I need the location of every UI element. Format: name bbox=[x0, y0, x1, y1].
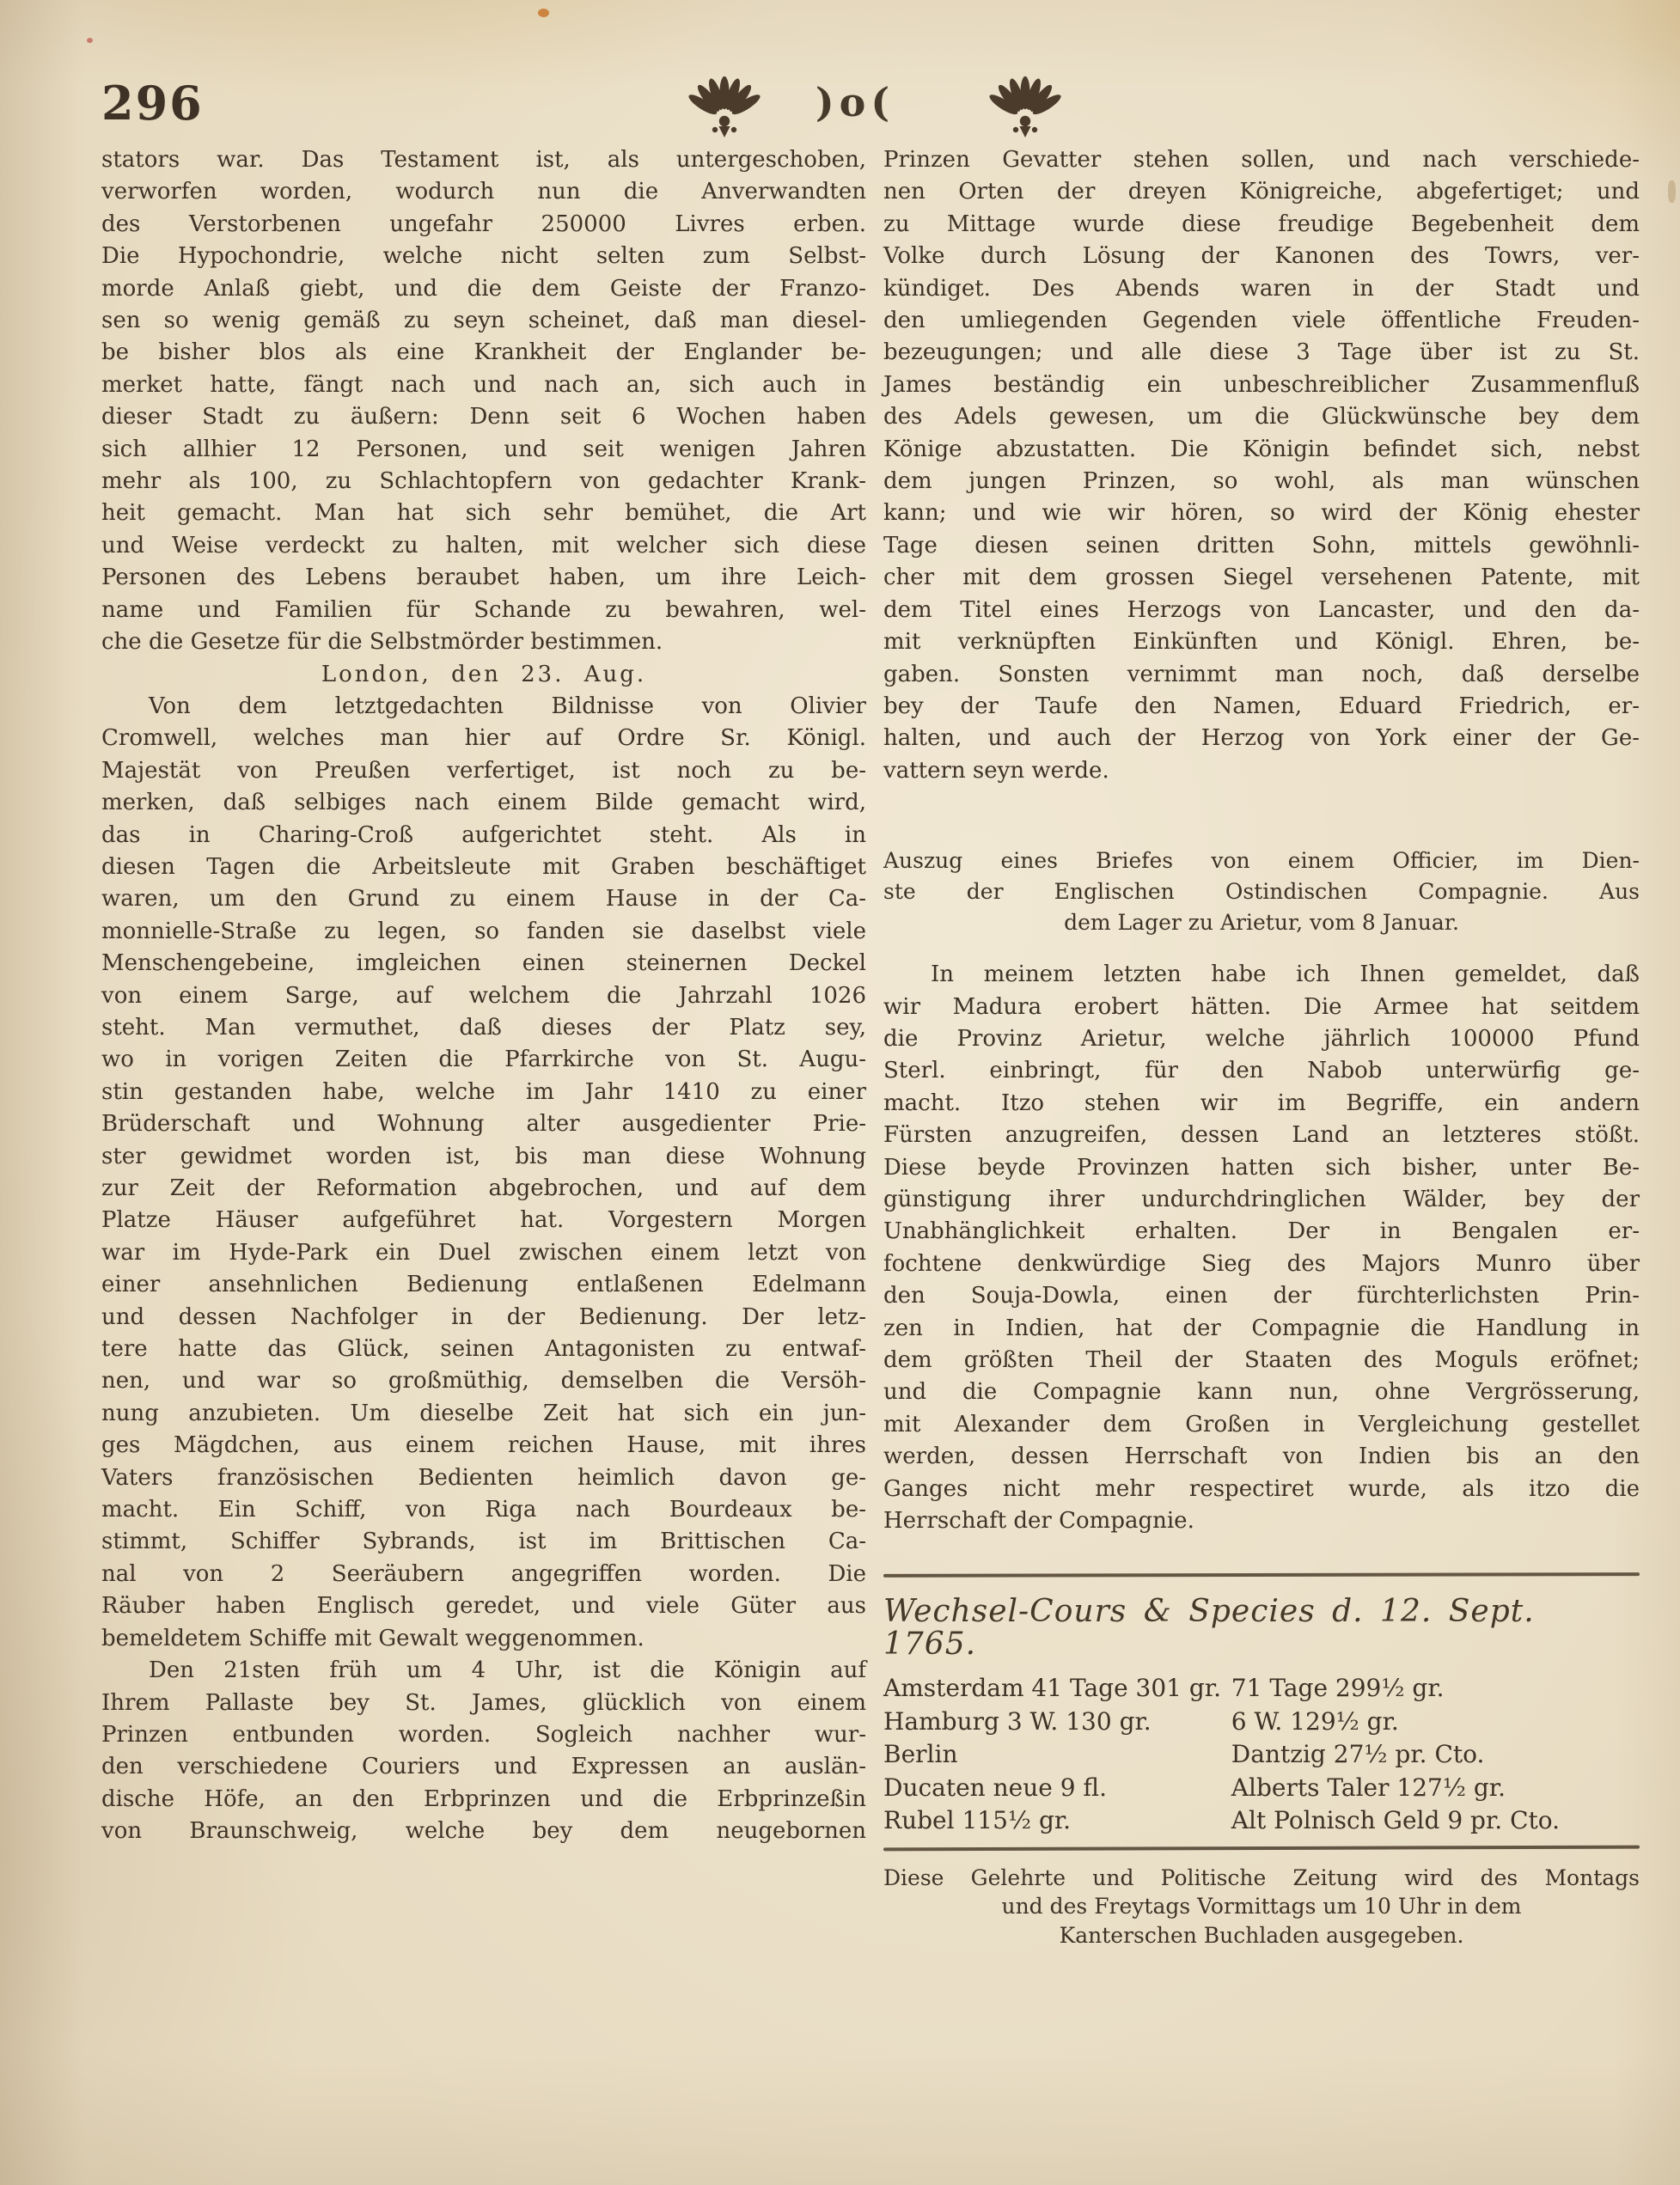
text-line: und dessen Nachfolger in der Bedienung. Der letz- bbox=[101, 1303, 866, 1330]
exchange-left-cell: Ducaten neue 9 fl. bbox=[883, 1773, 1108, 1802]
text-line: Den 21sten früh um 4 Uhr, ist die Königin auf bbox=[149, 1657, 866, 1684]
text-line: macht. Itzo stehen wir im Begriffe, ein andern bbox=[883, 1089, 1640, 1116]
text-line: Fürsten anzugreifen, dessen Land an letzteres stößt. bbox=[883, 1122, 1640, 1149]
text-line: vattern seyn werde. bbox=[883, 757, 1109, 784]
text-line: steht. Man vermuthet, daß dieses der Platz sey, bbox=[101, 1014, 866, 1041]
text-line: Platze Häuser aufgeführet hat. Vorgestern Morgen bbox=[101, 1207, 866, 1234]
left-column bbox=[101, 144, 866, 1848]
text-line: von Braunschweig, welche bey dem neugebornen bbox=[101, 1818, 866, 1845]
text-line: ster gewidmet worden ist, bis man diese Wohnung bbox=[101, 1143, 866, 1169]
text-line: Cromwell, welches man hier auf Ordre Sr. Königl. bbox=[101, 725, 866, 752]
exchange-right-cell: Alt Polnisch Geld 9 pr. Cto. bbox=[1231, 1806, 1561, 1835]
text-line: Personen des Lebens beraubet haben, um ihre Leich- bbox=[101, 565, 866, 591]
text-line: cher mit dem grossen Siegel versehenen Patente, mit bbox=[883, 565, 1640, 591]
text-line: mehr als 100, zu Schlachtopfern von gedachter Krank- bbox=[101, 468, 866, 495]
text-line: sen so wenig gemäß zu seyn scheinet, daß man diesel- bbox=[101, 308, 866, 334]
text-line: tere hatte das Glück, seinen Antagonisten zu entwaf- bbox=[101, 1336, 866, 1363]
imprint-line: Diese Gelehrte und Politische Zeitung wird des Montags bbox=[883, 1865, 1640, 1890]
text-line: Herrschaft der Compagnie. bbox=[883, 1508, 1194, 1535]
text-line: dem jungen Prinzen, so wohl, als man wünschen bbox=[883, 468, 1640, 495]
text-line: In meinem letzten habe ich Ihnen gemeldet, daß bbox=[931, 961, 1640, 988]
text-line: Volke durch Lösung der Kanonen des Towrs, ver- bbox=[883, 243, 1640, 270]
exchange-row bbox=[883, 1706, 1640, 1739]
text-line: merken, daß selbiges nach einem Bilde gemacht wird, bbox=[101, 790, 866, 816]
right-column bbox=[883, 144, 1640, 1950]
text-line: Majestät von Preußen verfertiget, ist noch zu be- bbox=[101, 757, 866, 784]
text-line: Vaters französischen Bedienten heimlich davon ge- bbox=[101, 1464, 866, 1491]
text-line: Ganges nicht mehr respectiret wurde, als itzo die bbox=[883, 1475, 1640, 1502]
divider-rule bbox=[883, 1573, 1640, 1578]
text-line: diesen Tagen die Arbeitsleute mit Graben beschäftiget bbox=[101, 853, 866, 880]
text-line: Von dem letztgedachten Bildnisse von Olivier bbox=[149, 693, 866, 719]
text-line: che die Gesetze für die Selbstmörder bestimmen. bbox=[101, 629, 663, 656]
text-line: war im Hyde-Park ein Duel zwischen einem letzt von bbox=[101, 1239, 866, 1266]
text-line: dem größten Theil der Staaten des Moguls eröfnet; bbox=[883, 1347, 1640, 1373]
text-line: und die Compagnie kann nun, ohne Vergrösserung, bbox=[883, 1379, 1640, 1406]
text-line: Diese beyde Provinzen hatten sich bisher, unter Be- bbox=[883, 1154, 1640, 1181]
text-line: und Weise verdeckt zu halten, mit welcher sich diese bbox=[101, 532, 866, 558]
text-line: bey der Taufe den Namen, Eduard Friedrich, er- bbox=[883, 693, 1640, 719]
shell-icon bbox=[988, 74, 1062, 143]
exchange-left-cell: Berlin bbox=[883, 1740, 958, 1769]
exchange-row bbox=[883, 1804, 1640, 1838]
exchange-row bbox=[883, 1738, 1640, 1772]
text-line: nen Orten der dreyen Königreiche, abgefertiget; und bbox=[883, 179, 1640, 205]
text-line: Die Hypochondrie, welche nicht selten zum Selbst- bbox=[101, 243, 866, 270]
exchange-title: Wechsel-Cours & Species d. 12. Sept. 1765. bbox=[883, 1594, 1535, 1662]
text-line: günstigung ihrer undurchdringlichen Wälder, bey der bbox=[883, 1186, 1640, 1212]
text-line: von einem Sarge, auf welchem die Jahrzahl 1026 bbox=[101, 982, 866, 1009]
imprint-line: Kanterschen Buchladen ausgegeben. bbox=[1059, 1922, 1464, 1948]
exchange-right-cell: Alberts Taler 127½ gr. bbox=[1231, 1773, 1506, 1802]
text-line: James beständig ein unbeschreiblicher Zusammenfluß bbox=[883, 371, 1640, 398]
text-line: Tage diesen seinen dritten Sohn, mittels gewöhnli- bbox=[883, 532, 1640, 558]
text-line: stin gestanden habe, welche im Jahr 1410 zu einer bbox=[101, 1078, 866, 1105]
divider-rule bbox=[883, 1845, 1640, 1851]
text-line: nal von 2 Seeräubern angegriffen worden. Die bbox=[101, 1560, 866, 1587]
text-line: mit Alexander dem Großen in Vergleichung gestellet bbox=[883, 1411, 1640, 1437]
text-line: des Adels gewesen, um die Glückwünsche bey dem bbox=[883, 404, 1640, 430]
text-line: das in Charing-Croß aufgerichtet steht. Als in bbox=[101, 821, 866, 848]
text-line: sich allhier 12 Personen, und seit wenigen Jahren bbox=[101, 436, 866, 462]
text-line: zu Mittage wurde diese freudige Begebenheit dem bbox=[883, 211, 1640, 237]
text-line: den verschiedene Couriers und Expressen an auslän- bbox=[101, 1754, 866, 1780]
text-line: den Souja-Dowla, einen der fürchterlichsten Prin- bbox=[883, 1283, 1640, 1309]
text-line: nen, und war so großmüthig, demselben die Versöh- bbox=[101, 1368, 866, 1395]
text-line: be bisher blos als eine Krankheit der Englander be- bbox=[101, 339, 866, 366]
text-line: zen in Indien, hat der Compagnie die Handlung in bbox=[883, 1315, 1640, 1341]
letter-body bbox=[883, 959, 1640, 1537]
text-line: heit gemacht. Man hat sich sehr bemühet, die Art bbox=[101, 500, 866, 527]
text-line: Könige abzustatten. Die Königin befindet sich, nebst bbox=[883, 436, 1640, 462]
text-line: merket hatte, fängt nach und nach an, sich auch in bbox=[101, 371, 866, 398]
shell-icon bbox=[687, 74, 761, 143]
paper-stain bbox=[538, 9, 549, 17]
text-line: Prinzen entbunden worden. Sogleich nachher wur- bbox=[101, 1721, 866, 1748]
news-section bbox=[883, 144, 1640, 787]
text-line: Ihrem Pallaste bey St. James, glücklich von einem bbox=[101, 1689, 866, 1716]
exchange-right-cell: 6 W. 129½ gr. bbox=[1231, 1706, 1399, 1736]
text-line: Brüderschaft und Wohnung alter ausgedienter Prie- bbox=[101, 1111, 866, 1138]
text-line: verworfen worden, wodurch nun die Anverwandten bbox=[101, 179, 866, 205]
exchange-right-cell: Dantzig 27½ pr. Cto. bbox=[1231, 1740, 1485, 1769]
text-line: stimmt, Schiffer Sybrands, ist im Brittischen Ca- bbox=[101, 1529, 866, 1555]
text-line: name und Familien für Schande zu bewahren, wel- bbox=[101, 596, 866, 623]
paper-stain bbox=[1668, 180, 1676, 203]
header-center-mark: )o( bbox=[815, 79, 895, 125]
paper-stain bbox=[87, 38, 93, 43]
text-line: Menschengebeine, imgleichen einen steinernen Deckel bbox=[101, 950, 866, 977]
exchange-left-cell: Hamburg 3 W. 130 gr. bbox=[883, 1706, 1152, 1736]
text-line: bemeldetem Schiffe mit Gewalt weggenommen. bbox=[101, 1625, 645, 1651]
text-line: stators war. Das Testament ist, als untergeschoben, bbox=[101, 147, 866, 173]
text-line: macht. Ein Schiff, von Riga nach Bourdeaux be- bbox=[101, 1497, 866, 1523]
heading-line: Auszug eines Briefes von einem Officier, im Dien- bbox=[883, 848, 1640, 874]
text-line: Sterl. einbringt, für den Nabob unterwürfig ge- bbox=[883, 1058, 1640, 1084]
text-line: kann; und wie wir hören, so wird der König ehester bbox=[883, 500, 1640, 527]
exchange-right-cell: 71 Tage 299½ gr. bbox=[1231, 1674, 1445, 1703]
exchange-left-cell: Rubel 115½ gr. bbox=[883, 1806, 1072, 1835]
text-line: dem Titel eines Herzogs von Lancaster, und den da- bbox=[883, 596, 1640, 623]
text-line: Räuber haben Englisch geredet, und viele Güter aus bbox=[101, 1593, 866, 1620]
text-line: dieser Stadt zu äußern: Denn seit 6 Wochen haben bbox=[101, 404, 866, 430]
text-line: Prinzen Gevatter stehen sollen, und nach verschiede- bbox=[883, 147, 1640, 173]
text-line: bezeugungen; und alle diese 3 Tage über ist zu St. bbox=[883, 339, 1640, 366]
heading-line: ste der Englischen Ostindischen Compagnie. Aus bbox=[883, 879, 1640, 905]
text-line: nung anzubieten. Um dieselbe Zeit hat sich ein jun- bbox=[101, 1400, 866, 1426]
text-line: Unabhänglichkeit erhalten. Der in Bengalen er- bbox=[883, 1218, 1640, 1245]
text-line: zur Zeit der Reformation abgebrochen, und auf dem bbox=[101, 1175, 866, 1201]
exchange-row bbox=[883, 1772, 1640, 1805]
imprint-notice bbox=[883, 1864, 1640, 1950]
text-line: ges Mägdchen, aus einem reichen Hause, mit ihres bbox=[101, 1432, 866, 1459]
text-line: mit verknüpften Einkünften und Königl. Ehren, be- bbox=[883, 629, 1640, 656]
text-line: kündiget. Des Abends waren in der Stadt und bbox=[883, 275, 1640, 302]
text-line: wir Madura erobert hätten. Die Armee hat seitdem bbox=[883, 993, 1640, 1020]
text-line: fochtene denkwürdige Sieg des Majors Munro über bbox=[883, 1250, 1640, 1277]
text-line: morde Anlaß giebt, und die dem Geiste der Franzo- bbox=[101, 275, 866, 302]
text-line: London, den 23. Aug. bbox=[321, 661, 647, 687]
exchange-left-cell: Amsterdam 41 Tage 301 gr. bbox=[883, 1674, 1222, 1703]
text-line: gaben. Sonsten vernimmt man noch, daß derselbe bbox=[883, 661, 1640, 687]
text-line: halten, und auch der Herzog von York einer der Ge- bbox=[883, 725, 1640, 752]
imprint-line: und des Freytags Vormittags um 10 Uhr in dem bbox=[1001, 1894, 1522, 1920]
exchange-row bbox=[883, 1672, 1640, 1706]
exchange-table bbox=[883, 1672, 1640, 1838]
text-line: waren, um den Grund zu einem Hause in der Ca- bbox=[101, 886, 866, 912]
text-line: wo in vorigen Zeiten die Pfarrkirche von St. Augu- bbox=[101, 1047, 866, 1073]
page-number: 296 bbox=[101, 76, 204, 131]
text-line: den umliegenden Gegenden viele öffentliche Freuden- bbox=[883, 308, 1640, 334]
text-line: die Provinz Arietur, welche jährlich 100000 Pfund bbox=[883, 1025, 1640, 1052]
text-line: dische Höfe, an den Erbprinzen und die Erbprinzeßin bbox=[101, 1785, 866, 1812]
text-line: werden, dessen Herrschaft von Indien bis an den bbox=[883, 1443, 1640, 1470]
heading-line: dem Lager zu Arietur, vom 8 Januar. bbox=[1064, 910, 1459, 936]
text-line: monnielle-Straße zu legen, so fanden sie daselbst viele bbox=[101, 918, 866, 944]
text-line: des Verstorbenen ungefahr 250000 Livres erben. bbox=[101, 211, 866, 237]
text-line: einer ansehnlichen Bedienung entlaßenen Edelmann bbox=[101, 1272, 866, 1298]
letter-heading bbox=[883, 845, 1640, 938]
